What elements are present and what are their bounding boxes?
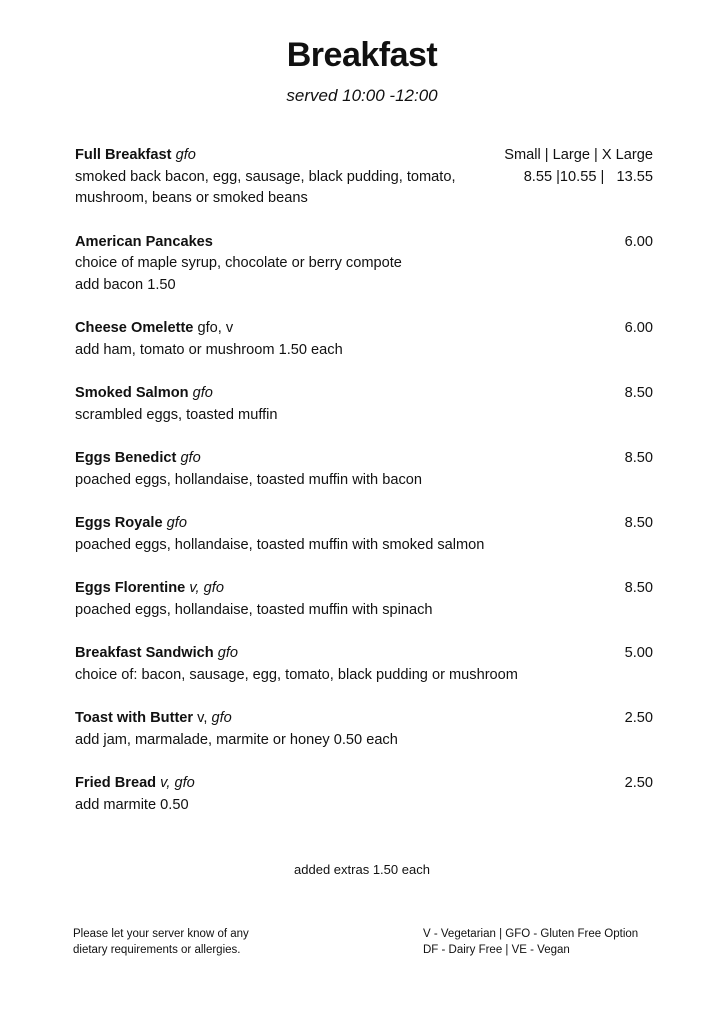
dietary-legend-line: DF - Dairy Free | VE - Vegan	[423, 944, 570, 956]
item-price: 8.50	[624, 450, 653, 466]
item-name: Eggs Florentine	[75, 580, 186, 596]
item-description: poached eggs, hollandaise, toasted muffin with bacon	[75, 471, 422, 488]
item-heading	[75, 513, 653, 535]
item-name: Eggs Benedict	[75, 450, 177, 466]
item-tags-italic: gfo	[175, 147, 196, 163]
item-price: 6.00	[624, 233, 653, 250]
item-tags-italic: v, gfo	[160, 775, 195, 791]
item-description: poached eggs, hollandaise, toasted muffin with smoked salmon	[75, 536, 485, 553]
item-price: 8.50	[624, 515, 653, 531]
item-price: 2.50	[624, 775, 653, 791]
item-tags-italic: v, gfo	[189, 580, 224, 596]
item-name: Smoked Salmon	[75, 385, 189, 401]
item-heading	[75, 318, 653, 340]
item-tags: v,	[197, 710, 208, 726]
item-name: Toast with Butter	[75, 710, 194, 726]
item-name: American Pancakes	[75, 233, 213, 250]
item-name: Fried Bread	[75, 775, 157, 791]
item-description: choice of: bacon, sausage, egg, tomato, black pudding or mushroom	[75, 666, 518, 683]
menu-item	[75, 513, 653, 556]
menu-item	[75, 383, 653, 426]
item-tags-italic: gfo	[211, 710, 232, 726]
item-name: Cheese Omelette	[75, 320, 194, 336]
item-heading	[75, 708, 653, 730]
item-price: 8.50	[624, 385, 653, 401]
item-name: Full Breakfast	[75, 147, 172, 163]
item-description: scrambled eggs, toasted muffin	[75, 406, 278, 423]
menu-item	[75, 708, 653, 751]
menu-item	[75, 773, 653, 816]
menu-items	[75, 145, 653, 838]
item-description: add bacon 1.50	[75, 276, 176, 293]
item-description: add jam, marmalade, marmite or honey 0.50 each	[75, 731, 398, 748]
menu-item	[75, 448, 653, 491]
menu-item	[75, 578, 653, 621]
item-price: 8.50	[624, 580, 653, 596]
item-description: smoked back bacon, egg, sausage, black pudding, tomato, mushroom, beans or smoked beans	[75, 168, 456, 206]
item-name: Eggs Royale	[75, 515, 163, 531]
item-tags-italic: gfo	[166, 515, 187, 531]
dietary-legend	[423, 926, 638, 958]
allergy-note	[73, 926, 249, 958]
item-heading	[75, 383, 653, 405]
dietary-legend-line: V - Vegetarian | GFO - Gluten Free Option	[423, 928, 639, 940]
added-extras-note: added extras 1.50 each	[294, 862, 430, 877]
item-tags: gfo, v	[197, 320, 234, 336]
item-name: Breakfast Sandwich	[75, 645, 214, 661]
item-heading	[75, 448, 653, 470]
size-prices: 8.55 |10.55 | 13.55	[523, 168, 653, 185]
item-description: add ham, tomato or mushroom 1.50 each	[75, 341, 343, 358]
item-heading	[75, 773, 653, 795]
item-description: choice of maple syrup, chocolate or berry compote	[75, 255, 402, 271]
item-description: add marmite 0.50	[75, 796, 189, 813]
serving-hours: served 10:00 -12:00	[286, 86, 438, 105]
menu-item	[75, 232, 653, 297]
item-price: 5.00	[624, 645, 653, 661]
menu-item	[75, 318, 653, 361]
item-price: 6.00	[624, 320, 653, 336]
menu-item	[75, 643, 653, 686]
allergy-note-line: dietary requirements or allergies.	[73, 944, 241, 956]
item-tags-italic: gfo	[192, 385, 213, 401]
item-description: poached eggs, hollandaise, toasted muffin with spinach	[75, 601, 433, 618]
menu-title: Breakfast	[286, 36, 438, 74]
item-heading	[75, 643, 653, 665]
size-labels: Small | Large | X Large	[504, 147, 653, 163]
item-heading	[75, 232, 653, 254]
item-tags-italic: gfo	[180, 450, 201, 466]
item-size-prices	[504, 145, 653, 188]
item-heading	[75, 578, 653, 600]
menu-item	[75, 145, 653, 210]
item-price: 2.50	[624, 710, 653, 726]
allergy-note-line: Please let your server know of any	[73, 928, 249, 940]
item-tags-italic: gfo	[217, 645, 239, 661]
